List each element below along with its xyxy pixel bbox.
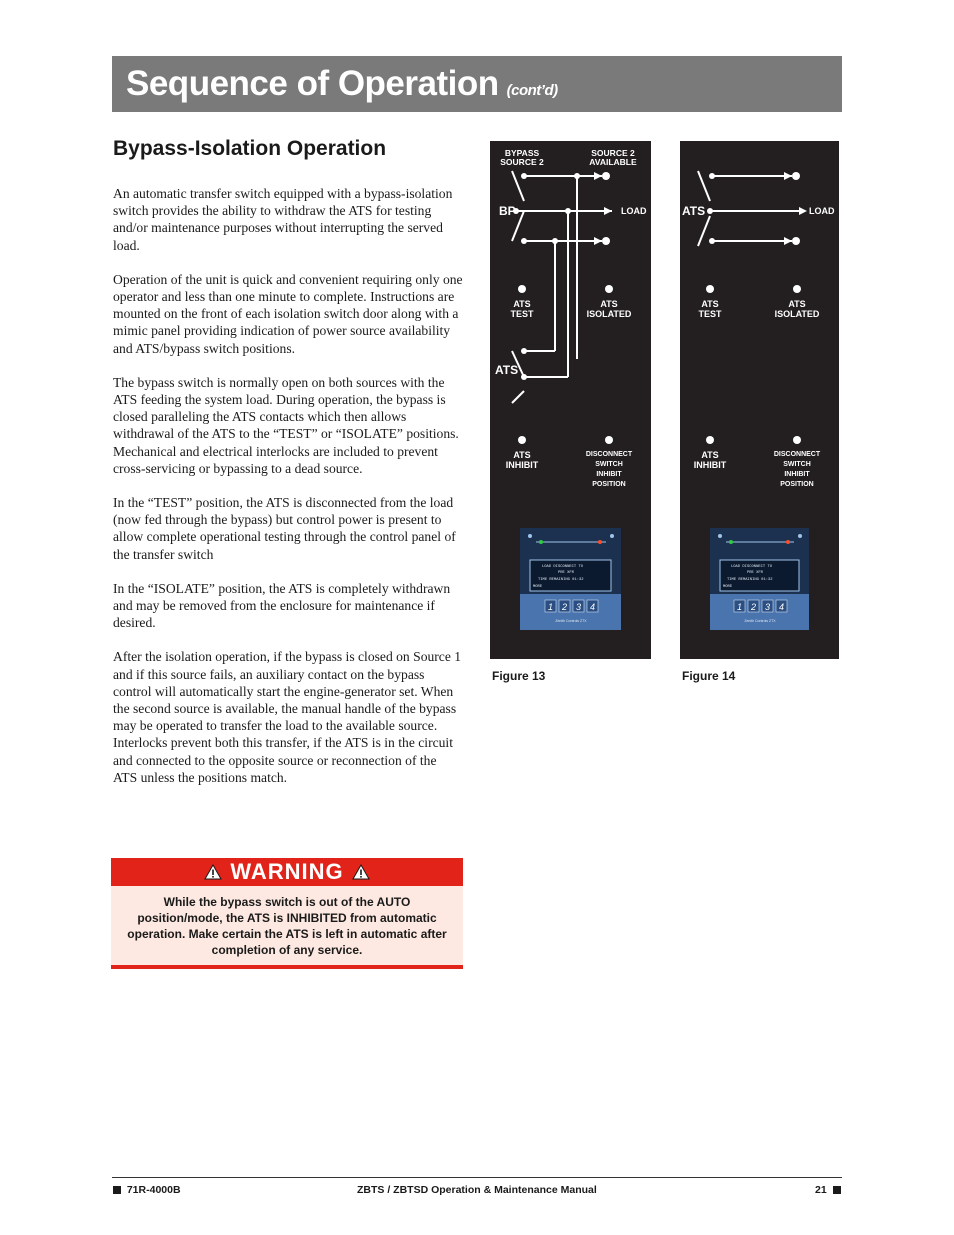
ats-label: ATS (682, 204, 706, 218)
paragraph: In the “ISOLATE” position, the ATS is completely withdrawn and may be removed from the enclosure for maintenance if desired. (113, 580, 451, 631)
ats-isolated-label: ISOLATED (774, 309, 820, 319)
warning-triangle-icon (352, 864, 370, 880)
figure-13-mimic-diagram (490, 141, 651, 659)
warning-text: While the bypass switch is out of the AUTO position/mode, the ATS is INHIBITED from automatic operation. Make certain the ATS is left in automatic after completion of any service. (127, 895, 447, 957)
paragraph: The bypass switch is normally open on both sources with the ATS feeding the system load. During operation, the bypass is closed paralleling the ATS contacts which then allows withdrawal of the ATS to the “TEST” or “ISOLATE” positions. Mechanical and electrical interlocks are included to prevent cross-servicing or bypassing to a dead source. (113, 374, 459, 476)
page-title: Sequence of Operation (cont’d) (126, 64, 558, 103)
ats-isolated-label: ATS (788, 299, 806, 309)
figure-14-panel (680, 141, 839, 659)
square-bullet-icon (113, 1186, 121, 1194)
ats-isolated-label: ATS (600, 299, 618, 309)
footer-doc-number: 71R-4000B (113, 1184, 181, 1196)
ats-inhibit-label: ATS (513, 450, 531, 460)
section-heading: Bypass-Isolation Operation (113, 137, 387, 160)
bp-label: BP (499, 204, 516, 218)
lcd-line: TIME REMAINING 01:32 (538, 578, 584, 582)
lcd-line: PRE XFR (558, 571, 574, 575)
warning-triangle-icon (204, 864, 222, 880)
body-text (113, 185, 463, 803)
paragraph: An automatic transfer switch equipped with a bypass-isolation switch provides the ability to withdraw the ATS for testing and/or maintenance purposes without interrupting the served load. (113, 186, 453, 253)
disconnect-label: INHIBIT (784, 471, 810, 478)
ats-test-label: ATS (701, 299, 719, 309)
ats-isolated-label: ISOLATED (586, 309, 632, 319)
ats-test-label: TEST (510, 309, 534, 319)
figure-14-mimic-diagram (680, 141, 839, 659)
title-bar (112, 56, 842, 112)
disconnect-label: DISCONNECT (585, 451, 633, 458)
lcd-line: LOAD DISCONNECT TO (542, 565, 584, 569)
controller-panel (520, 528, 621, 630)
footer-page-number: 21 (815, 1184, 841, 1196)
disconnect-label: DISCONNECT (773, 451, 821, 458)
source-2-available-label: AVAILABLE (589, 157, 637, 167)
disconnect-label: POSITION (780, 481, 814, 488)
controller-key: 4 (778, 602, 785, 612)
controller-panel (710, 528, 809, 630)
page-subtitle: (cont’d) (506, 82, 558, 99)
controller-key: 3 (764, 602, 771, 612)
ats-test-label: TEST (698, 309, 722, 319)
bypass-source-2-label: SOURCE 2 (500, 157, 544, 167)
warning-header (111, 858, 463, 886)
lcd-line: TIME REMAINING 01:32 (727, 578, 773, 582)
load-label: LOAD (621, 206, 647, 216)
disconnect-label: POSITION (592, 481, 626, 488)
figure-14-caption: Figure 14 (682, 669, 736, 683)
square-bullet-icon (833, 1186, 841, 1194)
ats-inhibit-label: INHIBIT (693, 460, 727, 470)
disconnect-label: INHIBIT (596, 471, 622, 478)
footer-rule (112, 1177, 842, 1178)
paragraph: Operation of the unit is quick and convenient requiring only one operator and less than one minute to complete. Instructions are mounted on the front of each isolation switch door along with a mimic panel providing indication of power source availability and ATS/bypass switch positions. (113, 271, 463, 356)
lcd-line: LOAD DISCONNECT TO (731, 565, 773, 569)
footer-manual-title: ZBTS / ZBTSD Operation & Maintenance Manual (357, 1184, 597, 1196)
ats-inhibit-label: INHIBIT (505, 460, 539, 470)
controller-key: 1 (547, 602, 554, 612)
controller-key: 1 (736, 602, 743, 612)
warning-title: WARNING (230, 859, 344, 884)
controller-key: 4 (589, 602, 596, 612)
lcd-line: PRE XFR (747, 571, 763, 575)
disconnect-label: SWITCH (783, 461, 811, 468)
source-2-available-label: SOURCE 2 (591, 148, 635, 158)
paragraph: In the “TEST” position, the ATS is disconnected from the load (now fed through the bypass) but control power is present to allow complete operational testing through the control panel of the transfer switch (113, 495, 456, 562)
figure-13-panel (490, 141, 651, 659)
ats-label: ATS (495, 363, 519, 377)
lcd-line: MORE (533, 585, 543, 589)
controller-key: 2 (750, 602, 757, 612)
figure-13-caption: Figure 13 (492, 669, 546, 683)
paragraph: After the isolation operation, if the bypass is closed on Source 1 and if this source fails, an auxiliary contact on the bypass control will automatically start the engine-generator set. When the second source is available, the manual handle of the bypass may be operated to transfer the load to the available source. Interlocks prevent both this transfer, if the ATS is in the circuit and connected to the opposite source or reconnection of the ATS unless the positions match. (113, 649, 462, 785)
load-label: LOAD (809, 206, 835, 216)
ats-inhibit-label: ATS (701, 450, 719, 460)
controller-brand: Zenith Controls ZTX (555, 619, 587, 623)
lcd-line: MORE (723, 585, 733, 589)
disconnect-label: SWITCH (595, 461, 623, 468)
controller-brand: Zenith Controls ZTX (744, 619, 776, 623)
controller-key: 2 (561, 602, 568, 612)
warning-box (111, 858, 463, 969)
ats-test-label: ATS (513, 299, 531, 309)
controller-key: 3 (575, 602, 582, 612)
bypass-source-2-label: BYPASS (504, 148, 540, 158)
